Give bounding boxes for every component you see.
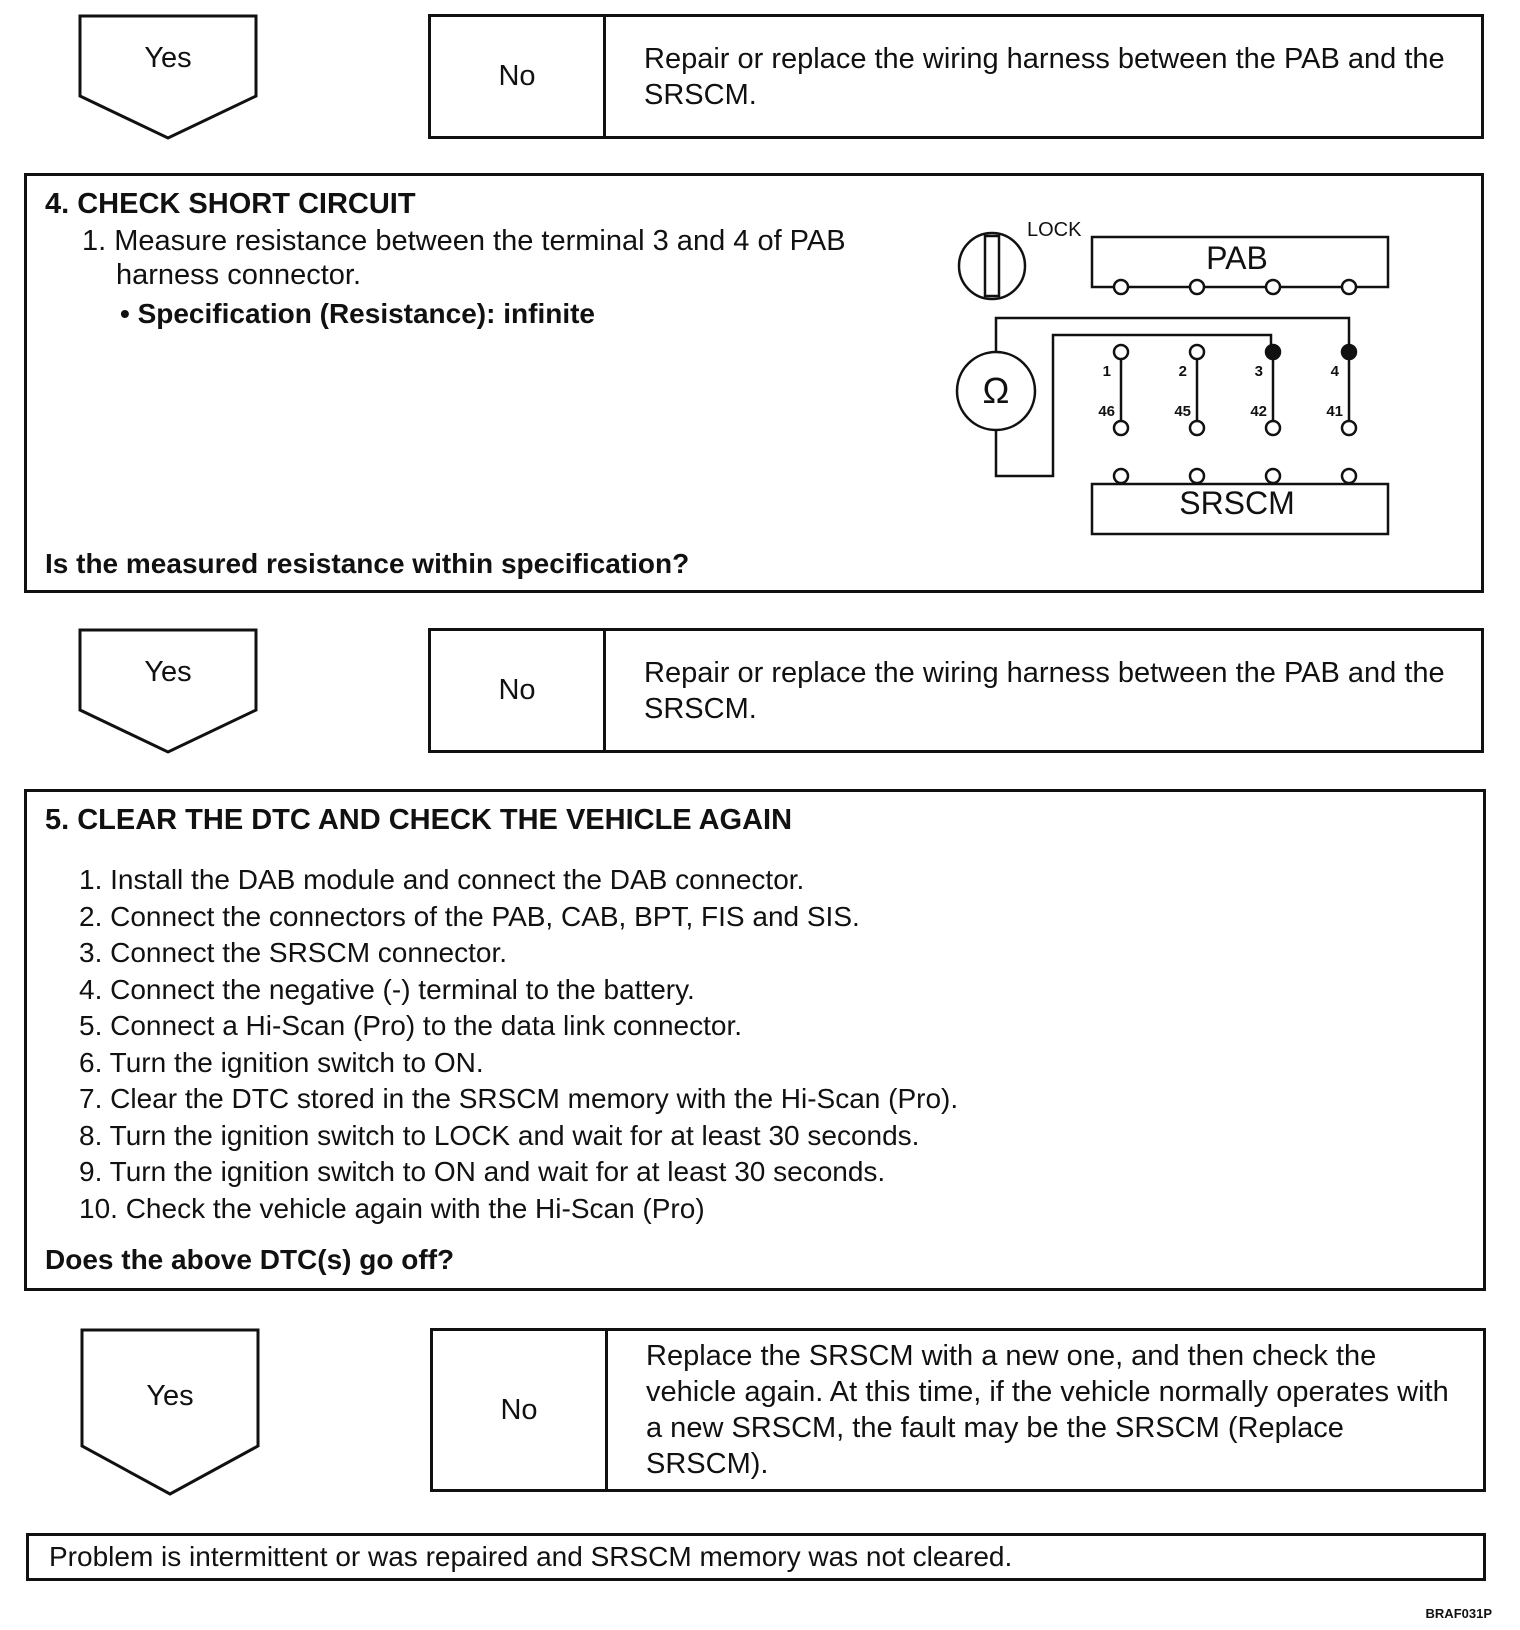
terminal-label: 2 — [1178, 363, 1187, 380]
no-action-text: Repair or replace the wiring harness between the PAB and the SRSCM. — [644, 42, 1445, 111]
procedure-step: 7. Clear the DTC stored in the SRSCM memory with the Hi-Scan (Pro). — [79, 1083, 959, 1114]
lock-label: LOCK — [1027, 219, 1082, 241]
yes-label: Yes — [144, 656, 192, 688]
srscm-label: SRSCM — [1179, 485, 1295, 521]
yes-arrow-shape — [78, 628, 258, 756]
step-4-title: 4. CHECK SHORT CIRCUIT — [45, 188, 416, 220]
step-5-title: 5. CLEAR THE DTC AND CHECK THE VEHICLE AGAIN — [45, 804, 793, 836]
no-action-text: Repair or replace the wiring harness between the PAB and the SRSCM. — [644, 656, 1445, 725]
yes-arrow-shape — [78, 14, 258, 142]
ignition-switch-icon — [959, 233, 1025, 299]
procedure-step: 3. Connect the SRSCM connector. — [79, 937, 507, 968]
yes-label: Yes — [146, 1380, 194, 1412]
procedure-step: 8. Turn the ignition switch to LOCK and wait for at least 30 seconds. — [79, 1119, 920, 1151]
no-action-box-3 — [430, 1328, 1486, 1492]
conclusion-text: Problem is intermittent or was repaired and SRSCM memory was not cleared. — [49, 1541, 1013, 1572]
procedure-step: 4. Connect the negative (-) terminal to the battery. — [79, 973, 695, 1005]
procedure-step: 6. Turn the ignition switch to ON. — [79, 1046, 484, 1078]
yes-arrow-shape — [80, 1328, 260, 1498]
terminal-label: 1 — [1102, 363, 1111, 380]
no-label: No — [431, 17, 606, 136]
pab-label: PAB — [1206, 240, 1268, 276]
terminal-label: 42 — [1250, 403, 1267, 420]
procedure-step: 9. Turn the ignition switch to ON and wait for at least 30 seconds. — [79, 1156, 886, 1187]
procedure-step: 1. Install the DAB module and connect the DAB connector. — [79, 864, 805, 895]
step-5-question: Does the above DTC(s) go off? — [45, 1244, 455, 1275]
terminal-label: 41 — [1326, 403, 1343, 420]
no-label: No — [433, 1331, 608, 1489]
step-4-question: Is the measured resistance within specification? — [45, 548, 690, 579]
circuit-diagram — [27, 176, 1481, 590]
no-action-text: Replace the SRSCM with a new one, and then check the vehicle again. At this time, if the vehicle normally operates with a new SRSCM, the fault may be the SRSCM (Replace SRSCM). — [646, 1340, 1449, 1480]
yes-arrow-3 — [80, 1328, 260, 1456]
yes-arrow-2 — [78, 628, 258, 756]
figure-code: BRAF031P — [1425, 1606, 1492, 1621]
procedure-step: 2. Connect the connectors of the PAB, CAB, BPT, FIS and SIS. — [79, 900, 860, 932]
no-action-box-1 — [428, 14, 1484, 139]
terminal-label: 45 — [1174, 403, 1191, 420]
step-4-instruction: 1. Measure resistance between the terminal 3 and 4 of PAB — [82, 225, 846, 257]
no-label: No — [431, 631, 606, 750]
step-4-instruction-cont: harness connector. — [116, 259, 362, 291]
yes-label: Yes — [144, 42, 192, 74]
step-4-box — [24, 173, 1484, 593]
terminal-label: 46 — [1098, 403, 1115, 420]
step-5-procedure-list — [79, 862, 958, 1227]
terminal-label: 4 — [1330, 363, 1339, 380]
no-action-box-2 — [428, 628, 1484, 753]
step-5-box — [24, 789, 1486, 1291]
ohm-symbol: Ω — [982, 370, 1010, 411]
terminal-label: 3 — [1254, 363, 1263, 380]
step-4-specification: • Specification (Resistance): infinite — [120, 298, 596, 329]
procedure-step: 10. Check the vehicle again with the Hi-Scan (Pro) — [79, 1192, 705, 1224]
conclusion-box — [26, 1533, 1486, 1581]
procedure-step: 5. Connect a Hi-Scan (Pro) to the data link connector. — [79, 1010, 743, 1041]
yes-arrow-1 — [78, 14, 258, 142]
